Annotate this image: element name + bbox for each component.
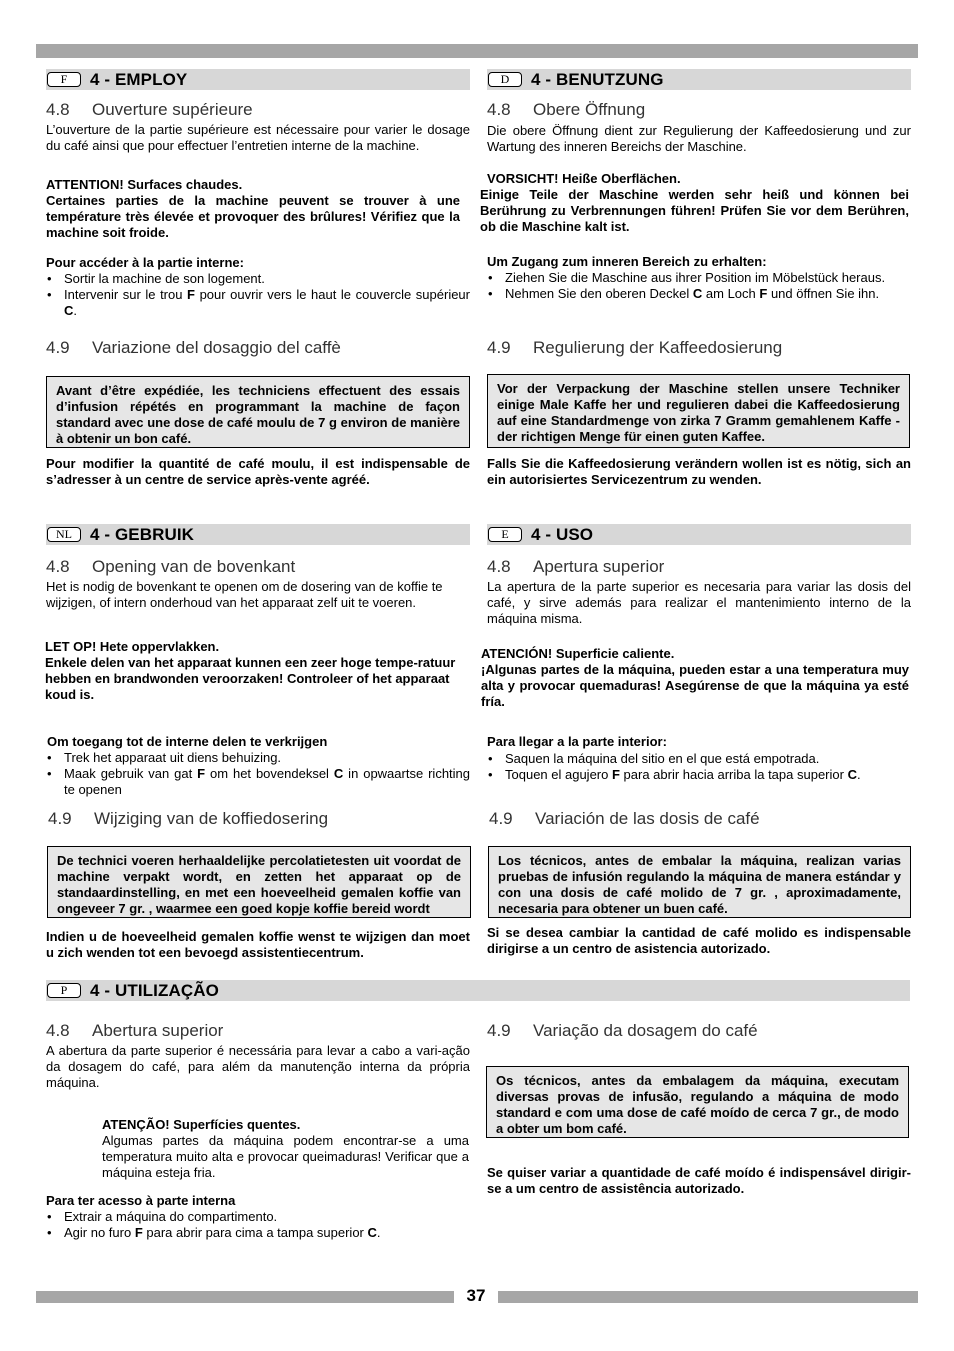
warning-title-es: ATENCIÓN! Superficie caliente. xyxy=(481,646,675,661)
closing-note-es: Si se desea cambiar la cantidad de café molido es indispensable dirigirse a un centro de asistencia autorizado. xyxy=(487,925,911,956)
access-title-de: Um Zugang zum inneren Bereich zu erhalten: xyxy=(487,254,767,269)
info-box-fr: Avant d’être expédiée, les techniciens effectuent des essais d’infusion répétés en programmant la machine de façon standard avec une dose de café moulu de 7 g environ de manière à obtenir un bon café. xyxy=(46,376,470,448)
paragraph-4-8-fr: L’ouverture de la partie supérieure est nécessaire pour varier le dosage du café ainsi que pour effectuer l’entretien interne de la machine. xyxy=(46,122,470,153)
list-item: • Agir no furo F para abrir para cima a tampa superior C. xyxy=(46,1225,470,1241)
warning-title-nl: LET OP! Hete oppervlakken. xyxy=(45,639,220,654)
list-item: • Saquen la máquina del sitio en el que está empotrada. xyxy=(487,751,911,767)
chapter-title-nl: 4 - GEBRUIK xyxy=(90,524,195,544)
language-badge-de: D xyxy=(488,72,522,87)
warning-text-de: Einige Teile der Maschine werden sehr heiß und können bei Berührung zu Verbrennungen führen! Prüfen Sie vor dem Berühren, ob die Maschine kalt ist. xyxy=(480,187,909,234)
section-band-nl xyxy=(46,524,470,545)
section-band-de xyxy=(487,69,911,90)
warning-text-es: ¡Algunas partes de la máquina, pueden estar a una temperatura muy alta y provocar quemaduras! Asegúrense de que la máquina ya esté fría. xyxy=(481,662,909,709)
access-title-pt: Para ter acesso à parte interna xyxy=(46,1193,236,1208)
closing-note-fr: Pour modifier la quantité de café moulu, il est indispensable de s’adresser à un centre de service après-vente agréé. xyxy=(46,456,470,487)
warning-text-pt: Algumas partes da máquina podem encontrar-se a uma temperatura muito alta e provocar queimaduras! Verificar que a máquina esteja fria. xyxy=(102,1133,469,1180)
paragraph-4-8-es: La apertura de la parte superior es necesaria para variar las dosis del café, y sirve además para realizar el mantenimiento interno de la máquina misma. xyxy=(487,579,911,626)
heading-4-9-de: 4.9 Regulierung der Kaffeedosierung xyxy=(487,338,783,357)
access-steps-de xyxy=(487,270,911,302)
heading-4-8-fr: 4.8 Ouverture supérieure xyxy=(46,100,253,119)
info-box-nl: De technici voeren herhaaldelijke percolatietesten uit voordat de machine verpakt wordt, en zetten het apparaat op de standaardinstelling, en met een hoeveelheid gemalen koffie van ongeveer 7 gr. , waarmee een goed kopje koffie bereid wordt xyxy=(47,846,471,918)
list-item: • Nehmen Sie den oberen Deckel C am Loch F und öffnen Sie ihn. xyxy=(487,286,911,302)
access-steps-nl xyxy=(46,750,470,798)
access-title-fr: Pour accéder à la partie interne: xyxy=(46,255,244,270)
chapter-title-de: 4 - BENUTZUNG xyxy=(531,69,664,89)
list-item: • Trek het apparaat uit diens behuizing. xyxy=(46,750,470,766)
warning-text-fr: Certaines parties de la machine peuvent se trouver à une température très élevée et provoquer des brûlures! Vérifiez que la machine soit froide. xyxy=(46,193,460,240)
closing-note-de: Falls Sie die Kaffeedosierung verändern wollen ist es nötig, sich an ein autorisiertes Servicezentrum zu wenden. xyxy=(487,456,911,487)
paragraph-4-8-de: Die obere Öffnung dient zur Regulierung der Kaffeedosierung und zur Wartung des inneren Bereichs der Maschine. xyxy=(487,123,911,154)
heading-4-9-pt: 4.9 Variação da dosagem do café xyxy=(487,1021,758,1040)
section-band-fr xyxy=(46,69,470,90)
access-steps-pt xyxy=(46,1209,470,1241)
chapter-title-es: 4 - USO xyxy=(531,524,594,544)
footer-rule-right xyxy=(498,1291,918,1303)
list-item: • Intervenir sur le trou F pour ouvrir vers le haut le couvercle supérieur C. xyxy=(46,287,470,319)
page-number: 37 xyxy=(466,1286,486,1305)
list-item: • Toquen el agujero F para abrir hacia arriba la tapa superior C. xyxy=(487,767,911,783)
info-box-es: Los técnicos, antes de embalar la máquina, realizan varias pruebas de infusión regulando la máquina de manera estándar y con una dosis de café molido de 7 gr. , aproximadamente, necesaria para obtener un buen café. xyxy=(488,846,911,918)
heading-4-8-nl: 4.8 Opening van de bovenkant xyxy=(46,557,296,576)
heading-4-8-de: 4.8 Obere Öffnung xyxy=(487,100,646,119)
list-item: • Sortir la machine de son logement. xyxy=(46,271,470,287)
chapter-title-pt: 4 - UTILIZAÇÃO xyxy=(90,980,219,1000)
access-title-nl: Om toegang tot de interne delen te verkrijgen xyxy=(47,734,328,749)
heading-4-9-fr: 4.9 Variazione del dosaggio del caffè xyxy=(46,338,341,357)
access-steps-es xyxy=(487,751,911,783)
paragraph-4-8-pt: A abertura da parte superior é necessária para levar a cabo a vari-ação da dosagem do café, para além da manutenção interna da própria máquina. xyxy=(46,1043,470,1090)
chapter-title-fr: 4 - EMPLOY xyxy=(90,69,188,89)
info-box-de: Vor der Verpackung der Maschine stellen unsere Techniker einige Male Kaffe her und regulieren dabei die Kaffeedosierung auf eine Standardmenge von zirka 7 Gramm gemahlenem Kaffe - der richtigen Menge für einen guten Kaffee. xyxy=(487,374,910,448)
paragraph-4-8-nl: Het is nodig de bovenkant te openen om de dosering van de koffie te wijzigen, of intern onderhoud van het apparaat zelf uit te voeren. xyxy=(46,579,443,610)
heading-4-9-es: 4.9 Variación de las dosis de café xyxy=(489,809,760,828)
warning-title-fr: ATTENTION! Surfaces chaudes. xyxy=(46,177,243,192)
heading-4-8-es: 4.8 Apertura superior xyxy=(487,557,665,576)
language-badge-fr: F xyxy=(47,72,81,87)
warning-text-nl: Enkele delen van het apparaat kunnen een zeer hoge tempe-ratuur hebben en brandwonden veroorzaken! Controleer of het apparaat koud is. xyxy=(45,655,456,702)
warning-title-de: VORSICHT! Heiße Oberflächen. xyxy=(487,171,681,186)
section-band-es xyxy=(487,524,911,545)
section-nl xyxy=(45,524,471,960)
closing-note-nl: Indien u de hoeveelheid gemalen koffie wenst te wijzigen dan moet u zich wenden tot een bevoegd assistentiecentrum. xyxy=(46,929,470,960)
list-item: • Maak gebruik van gat F om het bovendeksel C in opwaartse richting te openen xyxy=(46,766,470,798)
top-rule xyxy=(36,44,918,58)
footer-rule-left xyxy=(36,1291,454,1303)
heading-4-8-pt: 4.8 Abertura superior xyxy=(46,1021,224,1040)
heading-4-9-nl: 4.9 Wijziging van de koffiedosering xyxy=(48,809,329,828)
access-title-es: Para llegar a la parte interior: xyxy=(487,734,667,749)
closing-note-pt: Se quiser variar a quantidade de café moído é indispensável dirigir-se a um centro de assistência autorizado. xyxy=(487,1165,911,1196)
section-fr xyxy=(46,69,470,487)
list-item: • Extrair a máquina do compartimento. xyxy=(46,1209,470,1225)
warning-title-pt: ATENÇÃO! Superfícies quentes. xyxy=(102,1117,301,1132)
language-badge-pt: P xyxy=(47,983,81,998)
list-item: • Ziehen Sie die Maschine aus ihrer Position im Möbelstück heraus. xyxy=(487,270,911,286)
section-band-pt xyxy=(46,980,910,1001)
language-badge-nl: NL xyxy=(47,527,81,542)
section-de xyxy=(480,69,911,487)
section-es xyxy=(481,524,911,956)
info-box-pt: Os técnicos, antes da embalagem da máquina, executam diversas provas de infusão, regulando a máquina de modo standard e com uma dose de café moído de cerca 7 gr., de modo a obter um bom café. xyxy=(486,1066,909,1138)
language-badge-es: E xyxy=(488,527,522,542)
access-steps-fr xyxy=(46,271,470,319)
